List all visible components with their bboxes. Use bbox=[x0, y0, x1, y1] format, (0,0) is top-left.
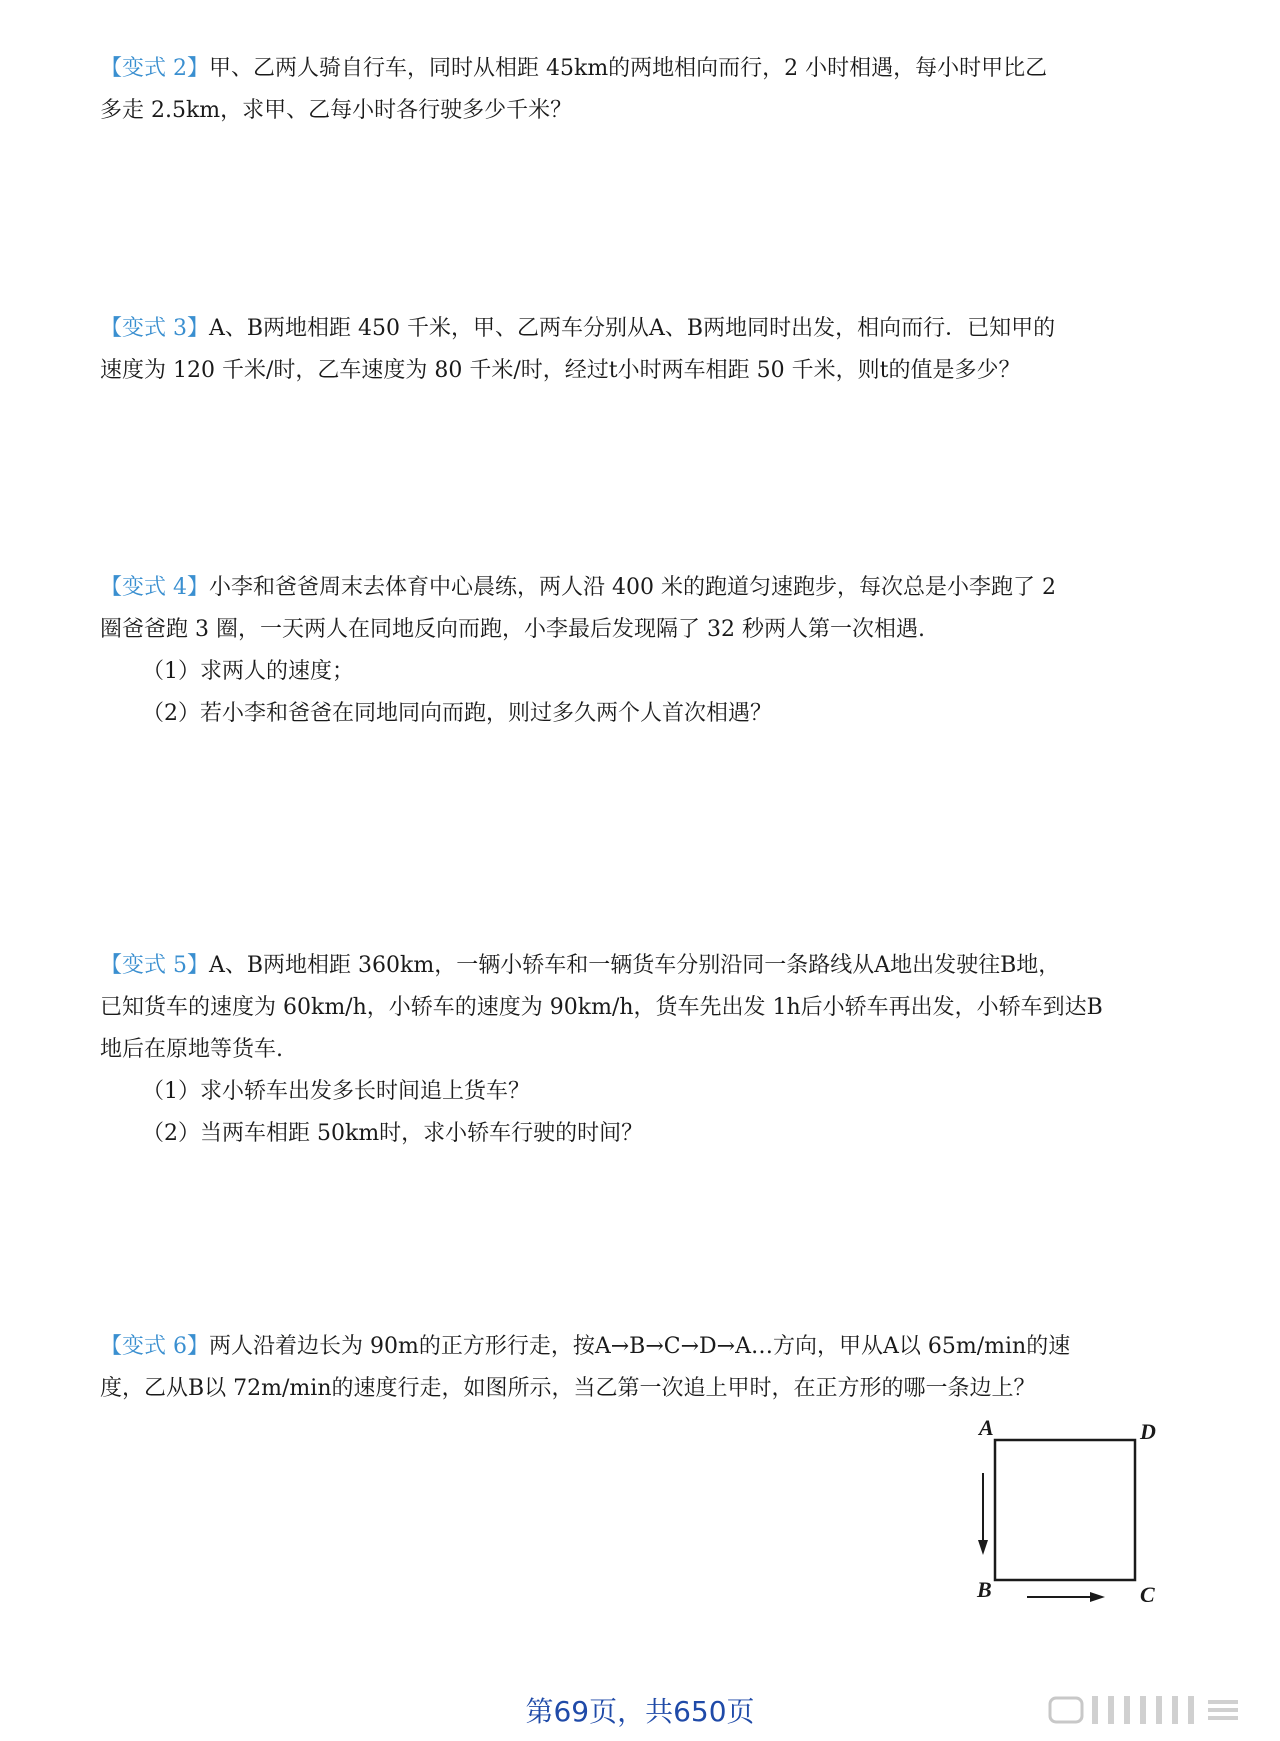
right-arrow-head bbox=[1090, 1592, 1105, 1602]
sub-question-2: （2）若小李和爸爸在同地同向而跑，则过多久两个人首次相遇？ bbox=[142, 701, 772, 726]
problem-variant-5 bbox=[100, 945, 1180, 1155]
down-arrow-head bbox=[978, 1540, 988, 1555]
sub-question-1: （1）求小轿车出发多长时间追上货车？ bbox=[142, 1079, 530, 1104]
sub-question-2: （2）当两车相距 50km时，求小轿车行驶的时间？ bbox=[142, 1121, 644, 1146]
vertex-label-c: C bbox=[1140, 1582, 1155, 1607]
problem-text: A、B两地相距 360km，一辆小轿车和一辆货车分别沿同一条路线从A地出发驶往B地， bbox=[209, 953, 1061, 978]
problem-text: 小李和爸爸周末去体育中心晨练，两人沿 400 米的跑道匀速跑步，每次总是小李跑了 2 bbox=[209, 575, 1056, 600]
problem-text: 度，乙从B以 72m/min的速度行走，如图所示，当乙第一次追上甲时，在正方形的哪一条边上？ bbox=[100, 1376, 1036, 1401]
problem-variant-3 bbox=[100, 308, 1180, 392]
problem-text: 已知货车的速度为 60km/h，小轿车的速度为 90km/h，货车先出发 1h后小轿车再出发，小轿车到达B bbox=[100, 995, 1103, 1020]
problem-line bbox=[100, 1326, 1180, 1368]
sub-question-1: （1）求两人的速度； bbox=[142, 659, 354, 684]
problem-variant-4 bbox=[100, 567, 1180, 735]
problem-text: 圈爸爸跑 3 圈，一天两人在同地反向而跑，小李最后发现隔了 32 秒两人第一次相遇. bbox=[100, 617, 925, 642]
page-number: 第69页，共650页 bbox=[525, 1695, 755, 1728]
problem-line bbox=[100, 567, 1180, 609]
vertex-label-b: B bbox=[977, 1577, 992, 1602]
square-shape bbox=[995, 1440, 1135, 1580]
problem-variant-6 bbox=[100, 1326, 1180, 1410]
vertex-label-d: D bbox=[1140, 1419, 1156, 1444]
problem-text: 两人沿着边长为 90m的正方形行走，按A→B→C→D→A…方向，甲从A以 65m/min的速 bbox=[209, 1334, 1071, 1359]
vertex-label-a: A bbox=[979, 1415, 994, 1440]
variant-tag: 【变式 6】 bbox=[100, 1334, 209, 1359]
problem-line bbox=[100, 48, 1180, 90]
variant-tag: 【变式 4】 bbox=[100, 575, 209, 600]
problem-text: 甲、乙两人骑自行车，同时从相距 45km的两地相向而行，2 小时相遇，每小时甲比乙 bbox=[209, 56, 1048, 81]
variant-tag: 【变式 2】 bbox=[100, 56, 209, 81]
square-figure bbox=[955, 1415, 1170, 1615]
variant-tag: 【变式 3】 bbox=[100, 316, 209, 341]
problem-text: A、B两地相距 450 千米，甲、乙两车分别从A、B两地同时出发，相向而行．已知甲的 bbox=[209, 316, 1056, 341]
problem-line bbox=[100, 945, 1180, 987]
problem-variant-2 bbox=[100, 48, 1180, 132]
variant-tag: 【变式 5】 bbox=[100, 953, 209, 978]
problem-text: 速度为 120 千米/时，乙车速度为 80 千米/时，经过t小时两车相距 50 千米，则t的值是多少？ bbox=[100, 358, 1021, 383]
problem-text: 地后在原地等货车. bbox=[100, 1037, 283, 1062]
problem-text: 多走 2.5km，求甲、乙每小时各行驶多少千米？ bbox=[100, 98, 573, 123]
watermark-graphic bbox=[1048, 1692, 1248, 1728]
problem-line bbox=[100, 308, 1180, 350]
